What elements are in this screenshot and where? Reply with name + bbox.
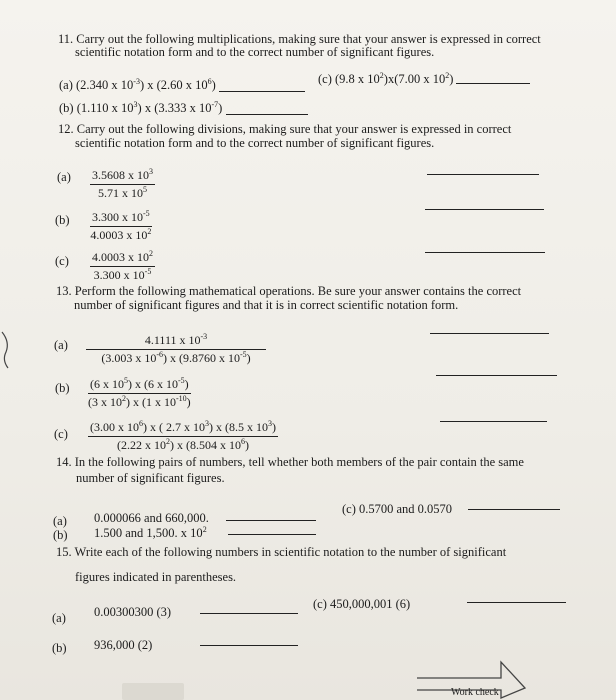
q13-c-fraction: $\frac{(3.00 x 10^6) x ( 2.7 x 10^3) x (8.5 x 10^3)}{(2.22 x 10^2) x (8.504 x 10^6)}$ (90, 419, 276, 452)
q12-instruction-line1: 12. Carry out the following divisions, making sure that your answer is expressed in correct (58, 122, 512, 136)
q15-c-text: (c) 450,000,001 (6) (313, 597, 411, 611)
q13-instruction-line2: number of significant figures and that it is in correct scientific notation form. (74, 298, 459, 312)
q15-b-answer-blank[interactable] (200, 645, 298, 646)
q13-instruction-line1: 13. Perform the following mathematical operations. Be sure your answer contains the correct (56, 284, 522, 298)
q15-b-text: 936,000 (2) (94, 638, 153, 652)
q11-a-answer-blank[interactable] (219, 91, 305, 92)
q12-a-label: (a) (57, 170, 71, 184)
q15-instruction-line2: figures indicated in parentheses. (75, 570, 237, 584)
q14-b-label: (b) (53, 528, 68, 542)
q14-a-label: (a) (53, 514, 67, 528)
q11-a-expression: (a) (2.340 x $10^{-3}$) x (2.60 x $10^6$) (59, 76, 216, 92)
q14-c-text: (c) 0.5700 and 0.0570 (342, 502, 453, 516)
q15-a-label: (a) (52, 611, 66, 625)
q12-a-fraction: $\frac{3.5608 x 10^3}{5.71 x 10^5}$ (92, 167, 153, 200)
q14-instruction-line2: number of significant figures. (76, 471, 225, 485)
q11-b-expression: (b) (1.110 x $10^3$) x (3.333 x $10^{-7}$) (59, 99, 223, 115)
q14-b-answer-blank[interactable] (228, 534, 316, 535)
q14-a-answer-blank[interactable] (226, 520, 316, 521)
q13-a-label: (a) (54, 338, 68, 352)
faint-box (122, 683, 184, 700)
q11-instruction-line2: scientific notation form and to the correct number of significant figures. (75, 45, 435, 59)
q15-instruction-line1: 15. Write each of the following numbers in scientific notation to the number of significant (56, 545, 507, 559)
q11-b-answer-blank[interactable] (226, 114, 308, 115)
q14-c-answer-blank[interactable] (468, 509, 560, 510)
q13-a-answer-blank[interactable] (430, 333, 549, 334)
q13-b-answer-blank[interactable] (436, 375, 557, 376)
q14-b-text: 1.500 and 1,500. x $10^2$ (94, 524, 207, 540)
q13-a-fraction: $\frac{4.1111 x 10^{-3}}{(3.003 x 10^{-6}) x (9.8760 x 10^{-5})}$ (86, 333, 266, 366)
q14-instruction-line1: 14. In the following pairs of numbers, tell whether both members of the pair contain the same (56, 455, 524, 469)
q13-c-answer-blank[interactable] (440, 421, 547, 422)
q12-a-answer-blank[interactable] (427, 174, 539, 175)
q15-c-answer-blank[interactable] (467, 602, 566, 603)
q12-instruction-line2: scientific notation form and to the correct number of significant figures. (75, 136, 435, 150)
margin-bracket-icon (0, 330, 14, 370)
q12-b-label: (b) (55, 213, 70, 227)
q15-a-text: 0.00300300 (3) (94, 605, 172, 619)
work-check-label[interactable]: Work check (451, 687, 499, 698)
q15-b-label: (b) (52, 641, 67, 655)
q13-b-label: (b) (55, 381, 70, 395)
q15-a-answer-blank[interactable] (200, 613, 298, 614)
q12-b-answer-blank[interactable] (425, 209, 544, 210)
q13-b-fraction: $\frac{(6 x 10^5) x (6 x 10^{-5})}{(3 x 10^2) x (1 x 10^{-10})}$ (88, 376, 191, 409)
q11-c-expression: (c) (9.8 x $10^2)x(7.00$ x $10^2$) (318, 70, 454, 86)
q14-a-text: 0.000066 and 660,000. (94, 511, 209, 525)
q12-b-fraction: $\frac{3.300 x 10^{-5}}{4.0003 x 10^2}$ (90, 209, 152, 242)
q12-c-label: (c) (55, 254, 69, 268)
q11-c-answer-blank[interactable] (456, 83, 530, 84)
q12-c-answer-blank[interactable] (425, 252, 545, 253)
q11-instruction-line1: 11. Carry out the following multiplications, making sure that your answer is expressed in correct (58, 32, 541, 46)
q12-c-fraction: $\frac{4.0003 x 10^2}{3.300 x 10^{-5}}$ (92, 249, 153, 282)
q13-c-label: (c) (54, 427, 68, 441)
